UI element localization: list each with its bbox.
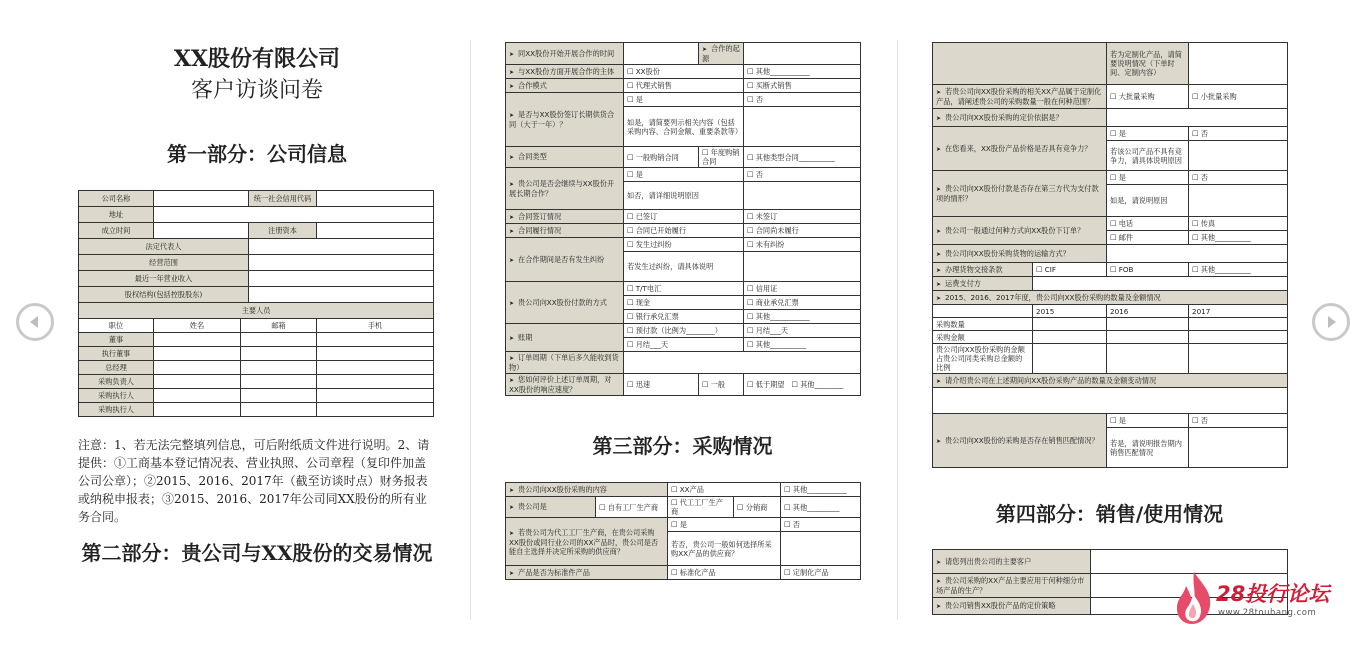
label: 地址 <box>79 207 154 223</box>
role-label: 董事 <box>79 333 154 347</box>
section-header: 主要人员 <box>79 303 434 319</box>
section-title-part3: 第三部分：采购情况 <box>592 434 773 458</box>
label: 公司名称 <box>79 191 154 207</box>
logo-text: 28投行论坛 <box>1216 582 1330 606</box>
role-label: 总经理 <box>79 361 154 375</box>
note-text: 注意：1、若无法完整填列信息，可后附纸质文件进行说明。2、请提供：①工商基本登记情况表、营业执照、公司章程（复印件加盖公司公章）；②2015、2016、2017年（截至访谈时点）财务报表或纳税申报表；③2015、2016、2017年公司同XX股份的所有业务合同。 <box>78 438 430 524</box>
doc-title: XX股份有限公司 <box>173 46 341 72</box>
label: 统一社会信用代码 <box>249 191 317 207</box>
col-header: 手机 <box>317 319 434 333</box>
transaction-table: ➤ 同XX股份开始开展合作的时间 ➤ 合作的起源 ➤ 与XX股份方面开展合作的主体 ☐ XX股份 ☐ 其他___________ ➤ 合作模式 ☐ 代理式销售 ☐ 买断式销售 ➤ 是否与XX股份签订长期供货合同（大于一年）？ ☐ 是 ☐ 否 如是，请简要列示相关内容（包括采购内容、合同金额、重要条款等） ➤ 合同类型 ☐ 一般购销合同 ☐ 年度购销合同 ☐ 其他类型合同__________ ➤ 贵公司是否会继续与XX股份开展长期合作？ ☐ 是 ☐ 否 如否，请详细说明原因 ➤ 合同签订情况 ☐ 已签订 ☐ 未签订 ➤ 合同履行情况 ☐ 合同已开始履行 ☐ 合同尚未履行 ➤ 在合作期间是否有发生纠纷 ☐ 发生过纠纷 ☐ 未有纠纷 若发生过纠纷，请具体说明 ➤ 贵公司向XX股份付款的方式 ☐ T/T电汇 ☐ 信用证 ☐ 现金 ☐ 商业承兑汇票 ☐ 银行承兑汇票 ☐ 其他___________ ➤ 账期 ☐ 预付款（比例为________） ☐ 月结___天 ☐ 月结___天 ☐ 其他__________ ➤ 订单周期（下单后多久能收到货物） ➤ 您如何评价上述订单周期，对XX股份的响应速度？ ☐ 迅速 ☐ 一般 ☐ 低于期望 ☐ 其他________ <box>505 42 861 396</box>
role-label: 采购负责人 <box>79 375 154 389</box>
site-logo <box>1172 568 1342 628</box>
purchase-table-continued: 若为定制化产品，请简要说明情况（下单时间、定制内容） ➤ 若贵公司向XX股份采购的相关XX产品属于定制化产品，请阐述贵公司的采购数量一般在何种范围？ ☐ 大批量采购 ☐ 小批量采购 ➤ 贵公司向XX股份采购的定价依据是？ ➤ 在您看来，XX股份产品价格是否具有竞争力？ ☐ 是 ☐ 否 若该公司产品不具有竞争力，请具体说明原因 ➤ 贵公司向XX股份付款是否存在第三方代为支付款项的情形？ ☐ 是 ☐ 否 如是，请说明原因 ➤ 贵公司一般通过何种方式向XX股份下订单？ ☐ 电话 ☐ 传真 ☐ 邮件 ☐ 其他__________ ➤ 贵公司向XX股份采购货物的运输方式？ ➤ 办理货物交接条款 ☐ CIF ☐ FOB ☐ 其他__________ ➤ 运费支付方 ➤ 2015、2016、2017年度，贵公司向XX股份采购的数量及金额情况 2015 2016 2017 采购数量 采购金额 贵公司向XX股份采购的金额占贵公司同类采购总金额的比例 ➤ 请介绍贵公司在上述期间向XX股份采购产品的数量及金额变动情况 ➤ 贵公司向XX股份的采购是否存在销售匹配情况？ ☐ 是 ☐ 否 若是，请说明报告期内销售匹配情况 <box>932 42 1288 468</box>
role-label: 采购执行人 <box>79 389 154 403</box>
chevron-left-icon <box>27 314 43 330</box>
page-divider <box>470 40 471 620</box>
col-header: 职位 <box>79 319 154 333</box>
logo-url: www.28touhang.com <box>1218 608 1317 618</box>
section-title-part2: 第二部分：贵公司与XX股份的交易情况 <box>81 541 433 565</box>
label: 法定代表人 <box>79 239 249 255</box>
doc-subtitle: 客户访谈问卷 <box>190 78 323 103</box>
sales-table: ➤ 请您列出贵公司的主要客户 ➤ 贵公司采购的XX产品主要应用于何种细分市场产品的生产？ ➤ 贵公司销售XX股份产品的定价策略 <box>932 549 1288 615</box>
page-divider <box>897 40 898 620</box>
label: 成立时间 <box>79 223 154 239</box>
next-page-button[interactable] <box>1312 303 1350 341</box>
role-label: 采购执行人 <box>79 403 154 417</box>
label: 注册资本 <box>249 223 317 239</box>
role-label: 执行董事 <box>79 347 154 361</box>
prev-page-button[interactable] <box>16 303 54 341</box>
chevron-right-icon <box>1323 314 1339 330</box>
col-header: 邮箱 <box>241 319 317 333</box>
company-info-table <box>78 190 434 417</box>
label: 经营范围 <box>79 255 249 271</box>
flame-icon <box>1172 570 1216 626</box>
label: 股权结构(包括控股股东) <box>79 287 249 303</box>
label: 最近一年营业收入 <box>79 271 249 287</box>
purchase-table: ➤ 贵公司向XX股份采购的内容 ☐ XX产品 ☐ 其他___________ ➤ 贵公司是 ☐ 自有工厂生产商 ☐ 代工工厂生产商 ☐ 分销商 ☐ 其他_________ ➤ 若贵公司为代工工厂生产商，在贵公司采购XX股份或同行业公司的XX产品时，贵公司是否能自主选择并决定所采购的供应商？ ☐ 是 ☐ 否 若否，贵公司一般如何选择所采购XX产品的供应商？ ➤ 产品是否为标准件产品 ☐ 标准化产品 ☐ 定制化产品 <box>505 482 861 580</box>
col-header: 姓名 <box>154 319 241 333</box>
section-title-part1: 第一部分：公司信息 <box>167 142 347 166</box>
section-title-part4: 第四部分：销售/使用情况 <box>995 502 1224 526</box>
